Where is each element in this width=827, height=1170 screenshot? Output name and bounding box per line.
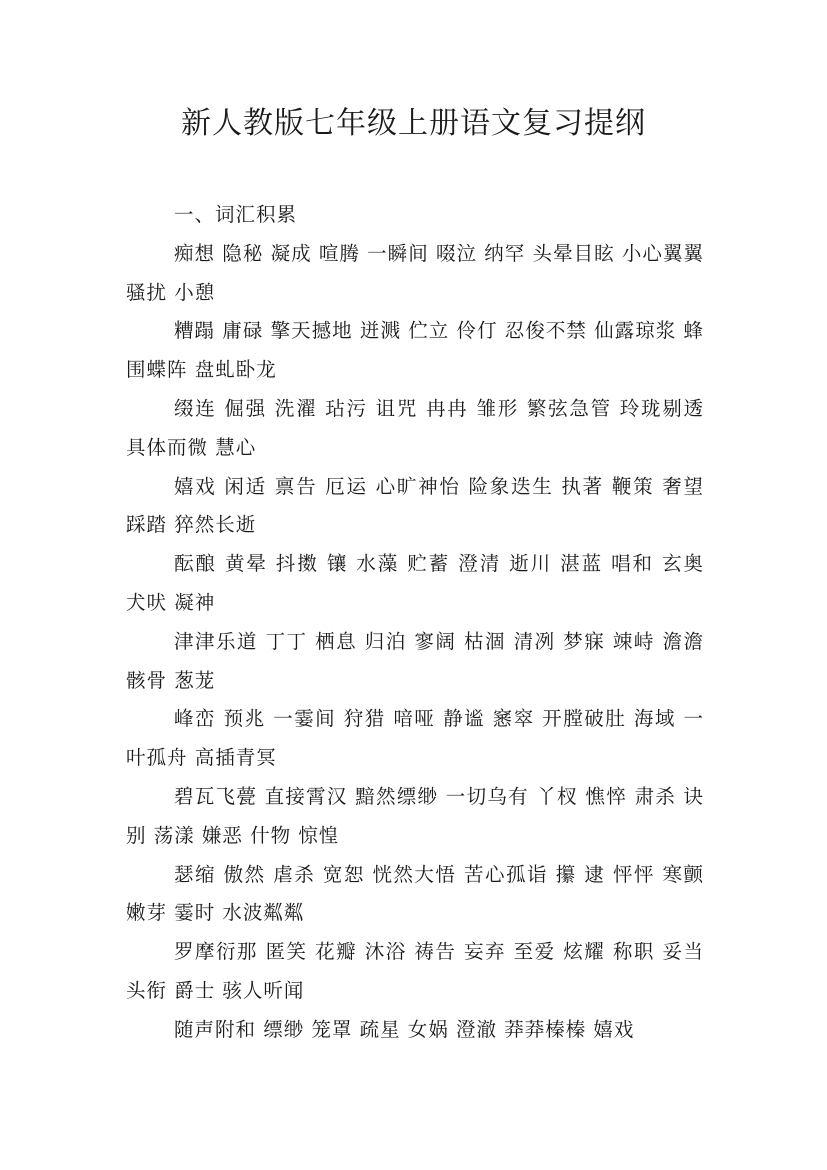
vocab-paragraph: 痴想 隐秘 凝成 喧腾 一瞬间 啜泣 纳罕 头晕目眩 小心翼翼 骚扰 小憩 bbox=[126, 241, 704, 304]
vocab-paragraph: 酝酿 黄晕 抖擞 镶 水藻 贮蓄 澄清 逝川 湛蓝 唱和 玄奥 犬吠 凝神 bbox=[126, 552, 704, 614]
vocab-paragraph: 糟蹋 庸碌 擎天撼地 迸溅 伫立 伶仃 忍俊不禁 仙露琼浆 蜂围蝶阵 盘虬卧龙 bbox=[126, 319, 704, 382]
vocab-paragraph: 随声附和 缥缈 笼罩 疏星 女娲 澄澈 莽莽榛榛 嬉戏 bbox=[174, 1017, 635, 1041]
vocab-paragraph: 瑟缩 傲然 虐杀 宽恕 恍然大悟 苦心孤诣 攥 逮 怦怦 寒颤 嫩芽 霎时 水波粼粼 bbox=[126, 862, 704, 925]
document-body bbox=[126, 196, 704, 1050]
vocab-paragraph: 碧瓦飞甍 直接霄汉 黯然缥缈 一切乌有 丫杈 憔悴 肃杀 诀别 荡漾 嫌恶 什物 惊惶 bbox=[126, 784, 704, 847]
vocab-paragraph: 峰峦 预兆 一霎间 狩猎 喑哑 静谧 窸窣 开膛破肚 海域 一叶孤舟 高插青冥 bbox=[126, 707, 704, 770]
document-title: 新人教版七年级上册语文复习提纲 bbox=[181, 106, 646, 141]
vocab-paragraph: 缀连 倔强 洗濯 玷污 诅咒 冉冉 雏形 繁弦急管 玲珑剔透 具体而微 慧心 bbox=[126, 396, 704, 459]
vocab-paragraph: 嬉戏 闲适 禀告 厄运 心旷神怡 险象迭生 执著 鞭策 奢望 踩踏 猝然长逝 bbox=[126, 474, 704, 537]
vocab-paragraph: 津津乐道 丁丁 栖息 归泊 寥阔 枯涸 清冽 梦寐 竦峙 澹澹 骸骨 葱茏 bbox=[126, 629, 704, 692]
section-heading: 一、词汇积累 bbox=[174, 203, 298, 226]
vocab-paragraph: 罗摩衍那 匿笑 花瓣 沐浴 祷告 妄弃 至爱 炫耀 称职 妥当 头衔 爵士 骇人听闻 bbox=[126, 940, 704, 1002]
